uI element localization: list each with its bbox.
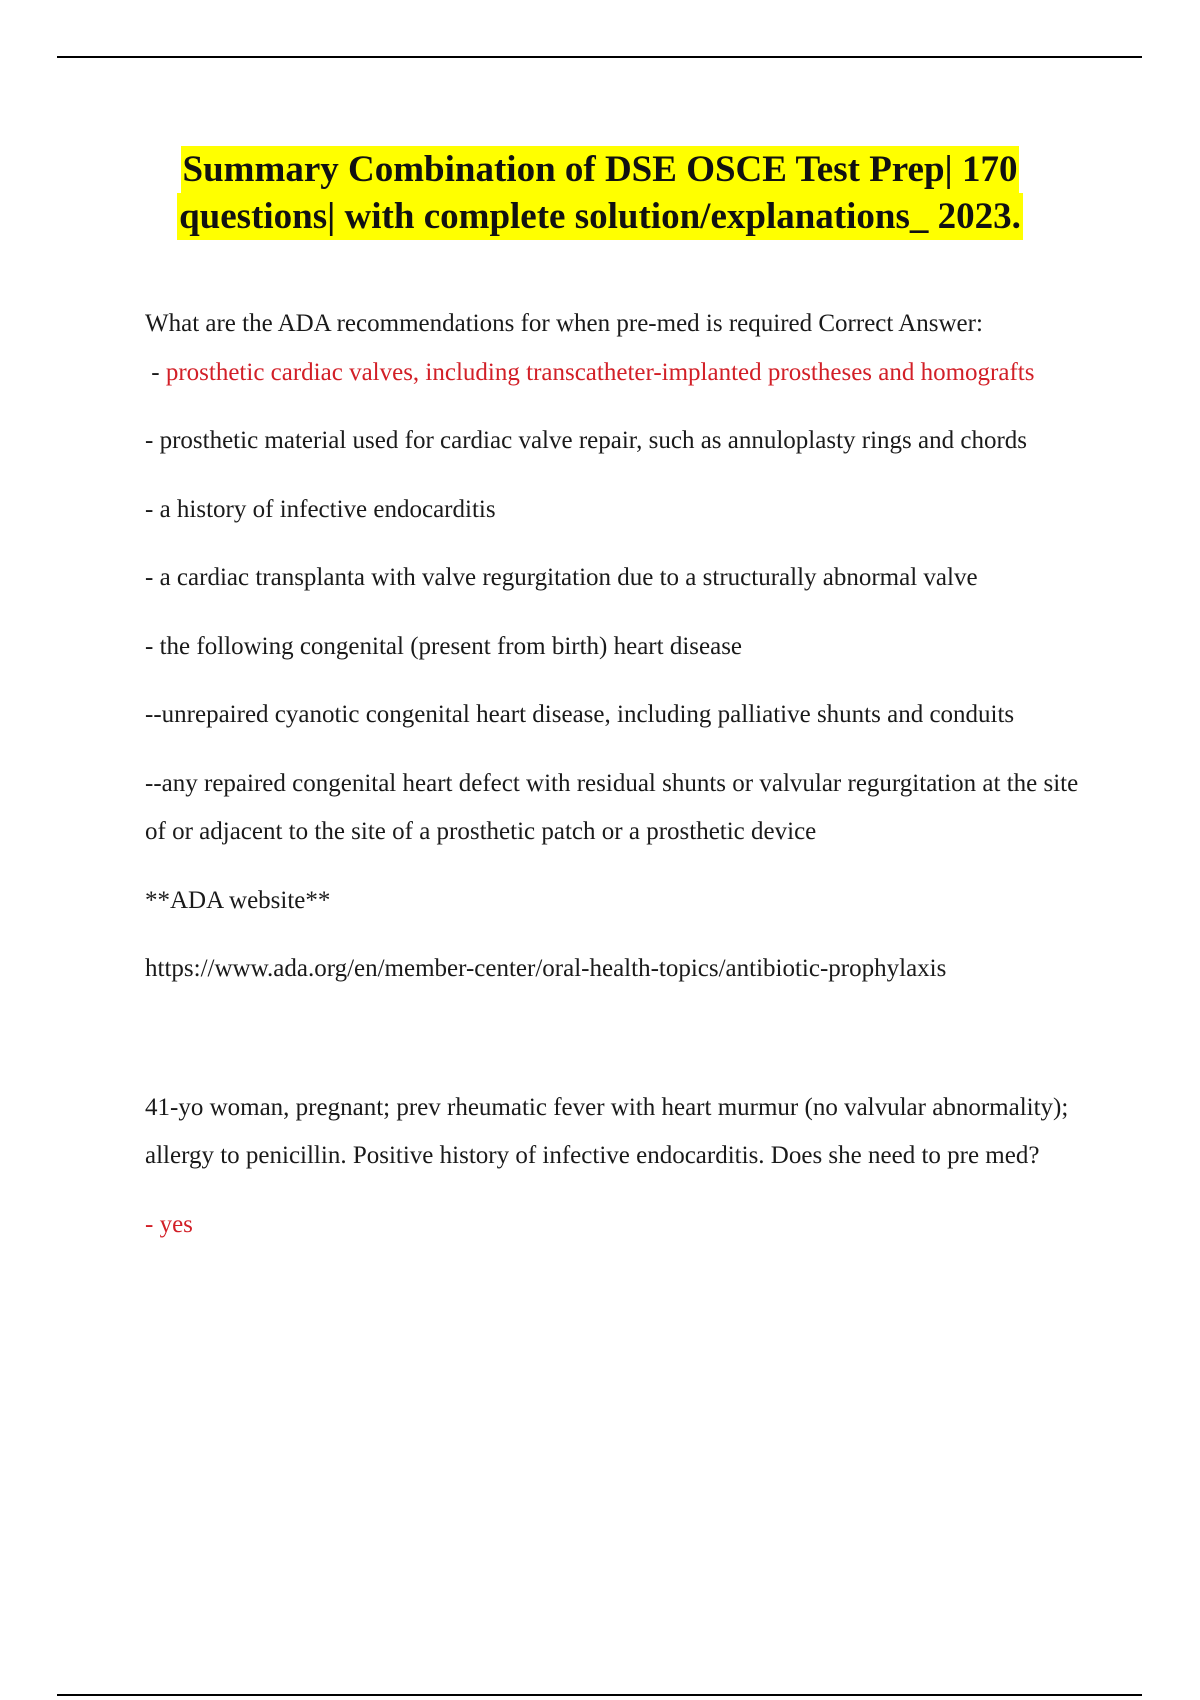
title-line-1: Summary Combination of DSE OSCE Test Prep| 170 [181,146,1020,193]
answer-item: - a cardiac transplanta with valve regurgitation due to a structurally abnormal valve [145,564,978,591]
bottom-rule [57,1694,1142,1696]
question-1-text: What are the ADA recommendations for when pre-med is required Correct Answer: [145,310,983,337]
answer-item: - the following congenital (present from birth) heart disease [145,632,743,660]
title-line-2: questions| with complete solution/explanations_ 2023. [177,193,1023,240]
answer-subitem: --any repaired congenital heart defect with residual shunts or valvular regurgitation at the site of or adjacent to the site of a prosthetic patch or a prosthetic device [145,769,1079,845]
source-label: **ADA website** [145,886,331,914]
document-body [145,300,1095,1269]
answer-item: - a history of infective endocarditis [145,495,496,523]
question-2: 41-yo woman, pregnant; prev rheumatic fever with heart murmur (no valvular abnormality); allergy to penicillin. Positive history of infective endocarditis. Does she need to pre med? [145,1093,1069,1169]
answer-item: - prosthetic material used for cardiac valve repair, such as annuloplasty rings and chords [145,427,1028,454]
answer-1-first-item: prosthetic cardiac valves, including transcatheter-implanted prostheses and homografts [165,358,1035,386]
answer-subitem: --unrepaired cyanotic congenital heart disease, including palliative shunts and conduits [145,701,1015,728]
source-url: https://www.ada.org/en/member-center/oral-health-topics/antibiotic-prophylaxis [145,955,947,982]
question-1 [145,300,1095,397]
top-rule [57,56,1142,58]
answer-prefix: - [145,358,166,386]
document-title [0,146,1200,240]
answer-2: - yes [145,1210,193,1238]
